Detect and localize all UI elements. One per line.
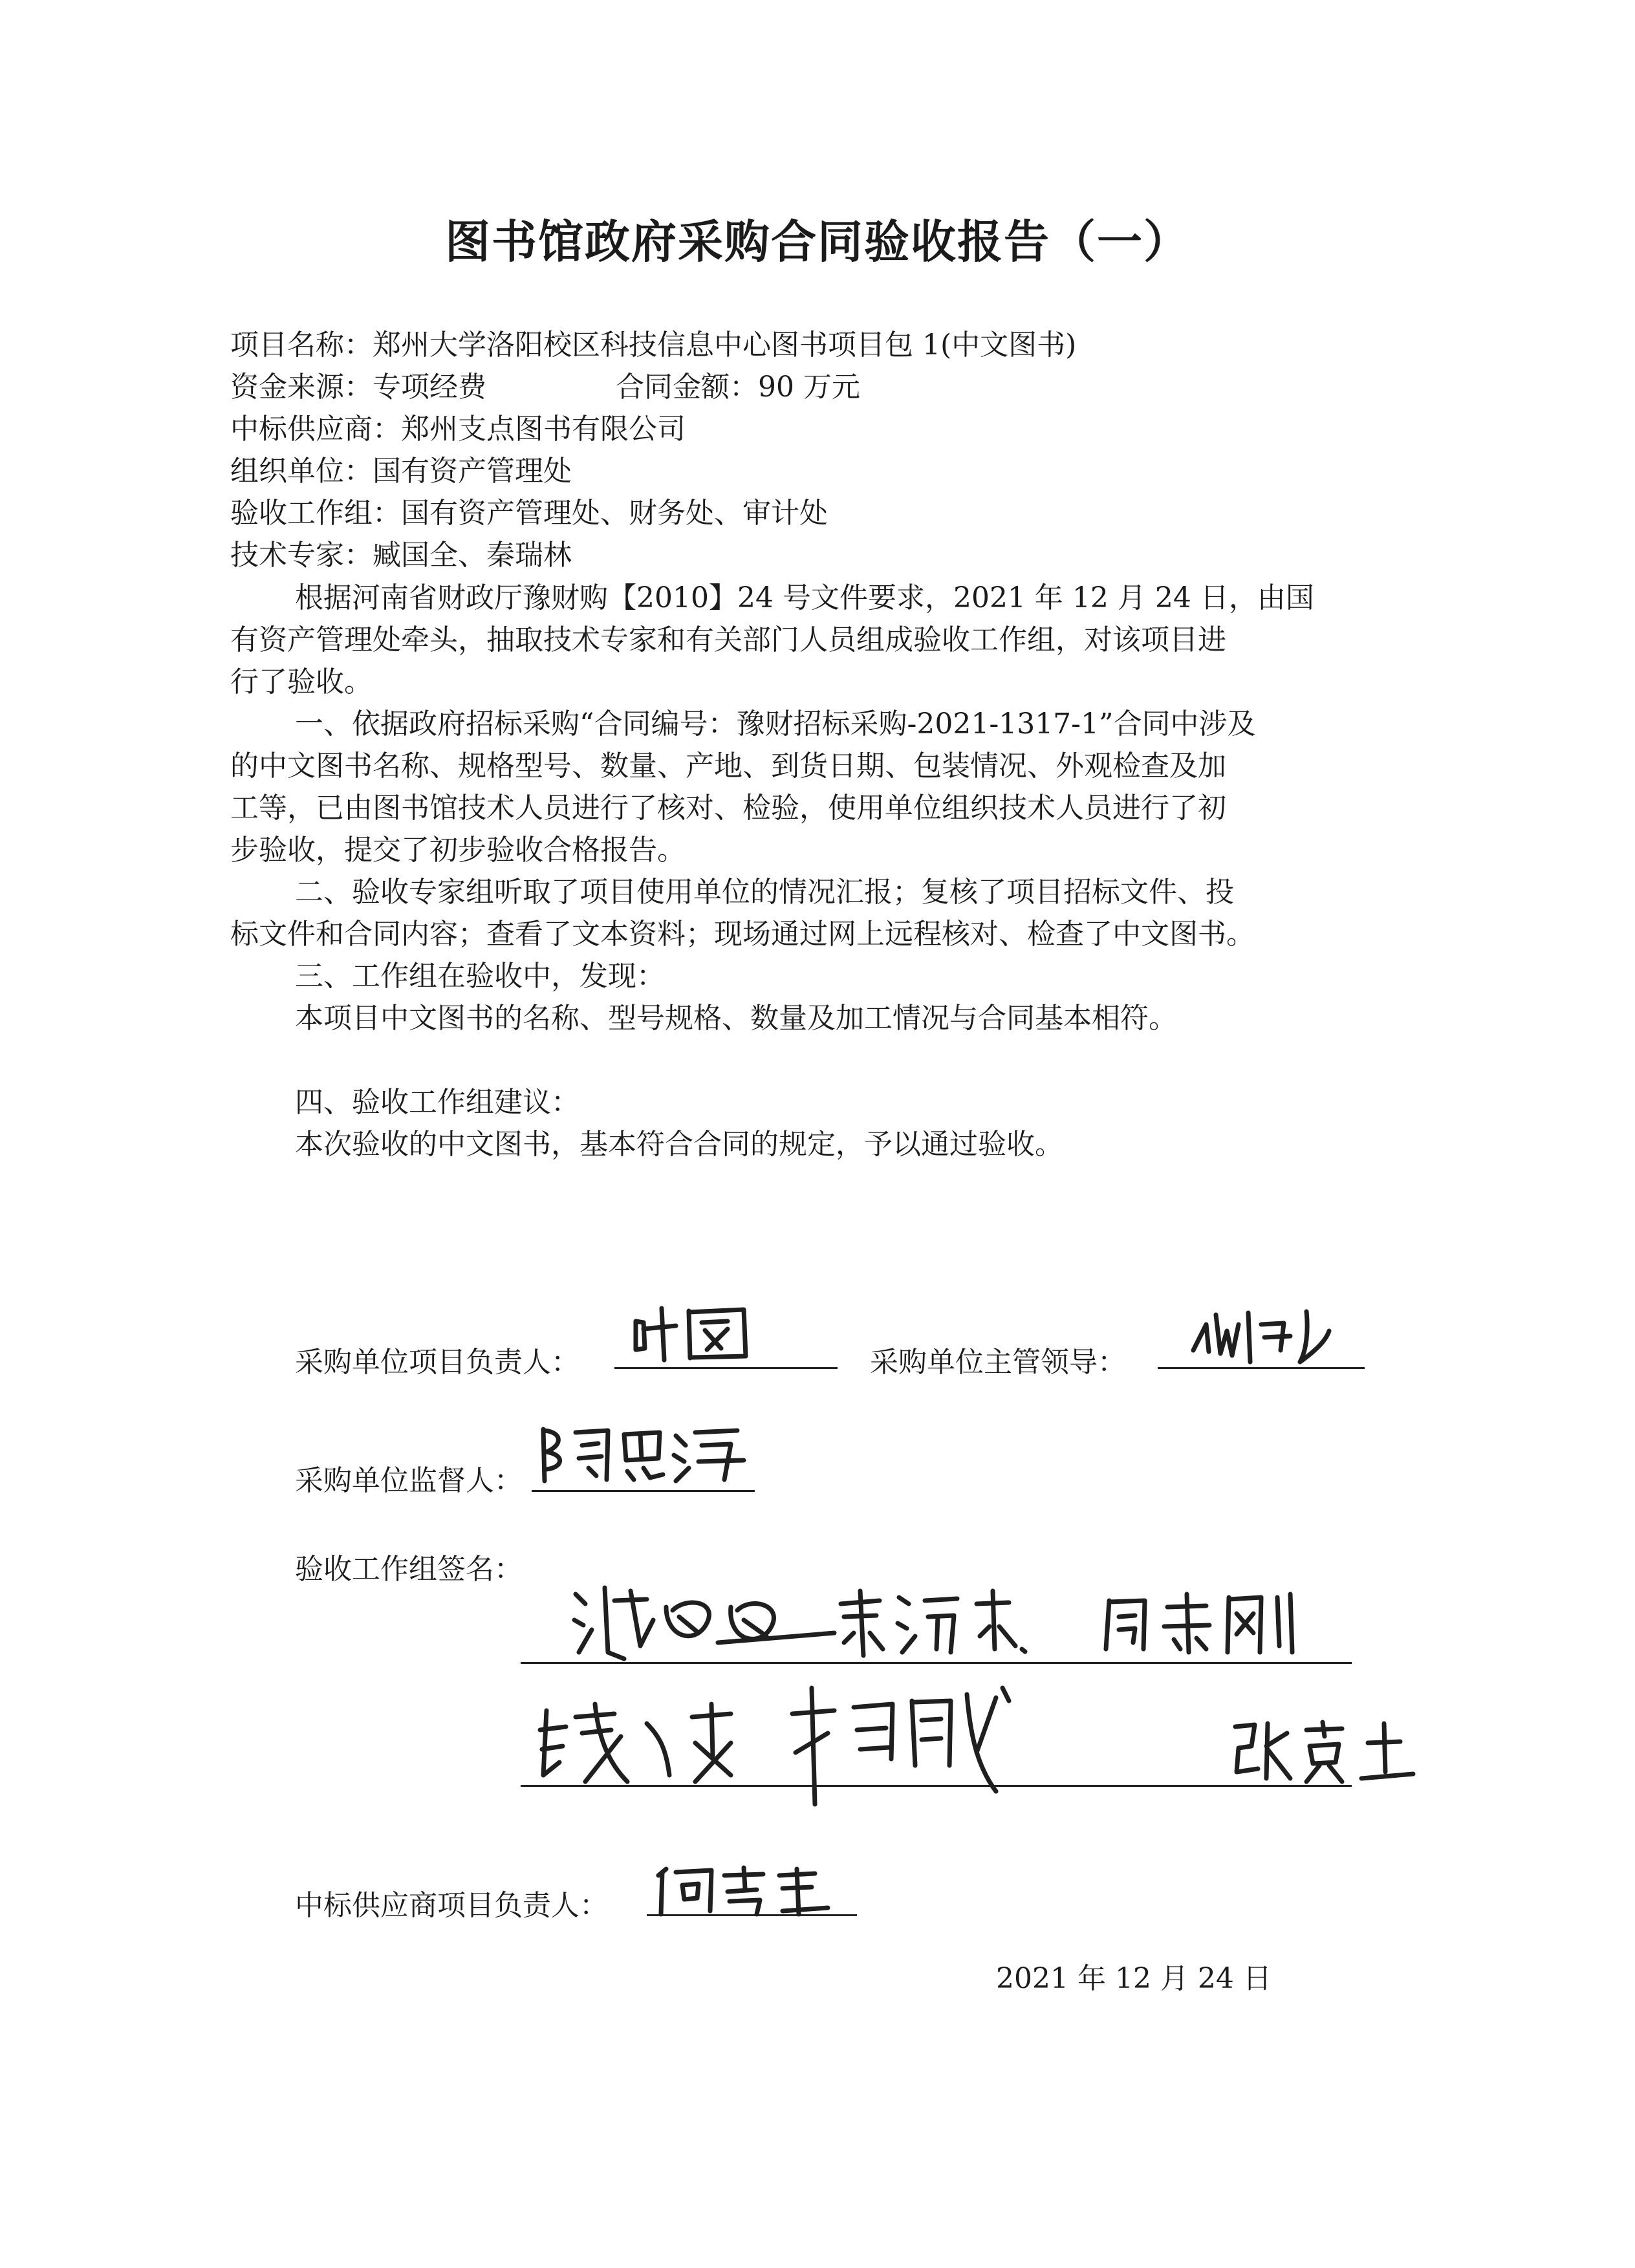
paragraph-line: 根据河南省财政厅豫财购【2010】24 号文件要求，2021 年 12 月 24 日，由国 — [295, 581, 1314, 614]
field-fund-source: 资金来源：专项经费 — [230, 371, 486, 404]
group-signature-zhang — [1229, 1717, 1416, 1788]
paragraph-line: 本次验收的中文图书，基本符合合同的规定，予以通过验收。 — [295, 1128, 1063, 1161]
paragraph-line: 二、验收专家组听取了项目使用单位的情况汇报；复核了项目招标文件、投 — [295, 876, 1234, 909]
project-leader-label: 采购单位项目负责人： — [295, 1346, 579, 1379]
paragraph-line: 三、工作组在验收中，发现： — [295, 960, 665, 993]
document-title: 图书馆政府采购合同验收报告（一） — [445, 215, 1190, 268]
monitor-signature-line — [532, 1490, 755, 1492]
field-working-group: 验收工作组：国有资产管理处、财务处、审计处 — [230, 497, 828, 530]
field-experts: 技术专家：臧国全、秦瑞林 — [230, 539, 572, 572]
group-signature-qian — [537, 1698, 744, 1795]
working-group-signature-label: 验收工作组签名： — [295, 1553, 523, 1586]
paragraph-line: 行了验收。 — [230, 665, 373, 698]
monitor-signature — [537, 1423, 750, 1487]
supplier-leader-signature — [653, 1863, 834, 1921]
supplier-leader-label: 中标供应商项目负责人： — [295, 1889, 608, 1922]
group-signature-he — [1099, 1588, 1306, 1659]
field-project-name: 项目名称：郑州大学洛阳校区科技信息中心图书项目包 1(中文图书) — [230, 329, 1077, 362]
group-signature-qin — [834, 1584, 1028, 1662]
paragraph-line: 本项目中文图书的名称、型号规格、数量及加工情况与合同基本相符。 — [295, 1002, 1177, 1035]
supervisor-leader-signature-line — [1158, 1367, 1365, 1369]
paragraph-line: 标文件和合同内容；查看了文本资料；现场通过网上远程核对、检查了中文图书。 — [230, 918, 1255, 951]
paragraph-line: 工等，已由图书馆技术人员进行了核对、检验，使用单位组织技术人员进行了初 — [230, 792, 1226, 825]
group-signature-yang — [783, 1681, 1022, 1811]
project-leader-signature — [631, 1303, 792, 1365]
group-signature-zang — [569, 1581, 841, 1665]
paragraph-line: 步验收，提交了初步验收合格报告。 — [230, 834, 686, 867]
project-leader-signature-line — [614, 1367, 838, 1369]
field-organizer: 组织单位：国有资产管理处 — [230, 455, 572, 488]
paragraph-line: 有资产管理处牵头，抽取技术专家和有关部门人员组成验收工作组，对该项目进 — [230, 623, 1226, 656]
field-supplier: 中标供应商：郑州支点图书有限公司 — [230, 413, 686, 446]
paragraph-line: 的中文图书名称、规格型号、数量、产地、到货日期、包装情况、外观检查及加 — [230, 750, 1226, 783]
monitor-label: 采购单位监督人： — [295, 1464, 523, 1497]
field-contract-amount: 合同金额：90 万元 — [616, 371, 860, 404]
paragraph-line: 四、验收工作组建议： — [295, 1086, 579, 1119]
supervisor-leader-label: 采购单位主管领导： — [870, 1346, 1126, 1379]
paragraph-line: 一、依据政府招标采购“合同编号：豫财招标采购-2021-1317-1”合同中涉及 — [295, 707, 1256, 740]
report-date: 2021 年 12 月 24 日 — [996, 1962, 1272, 1995]
supervisor-leader-signature — [1187, 1305, 1336, 1366]
